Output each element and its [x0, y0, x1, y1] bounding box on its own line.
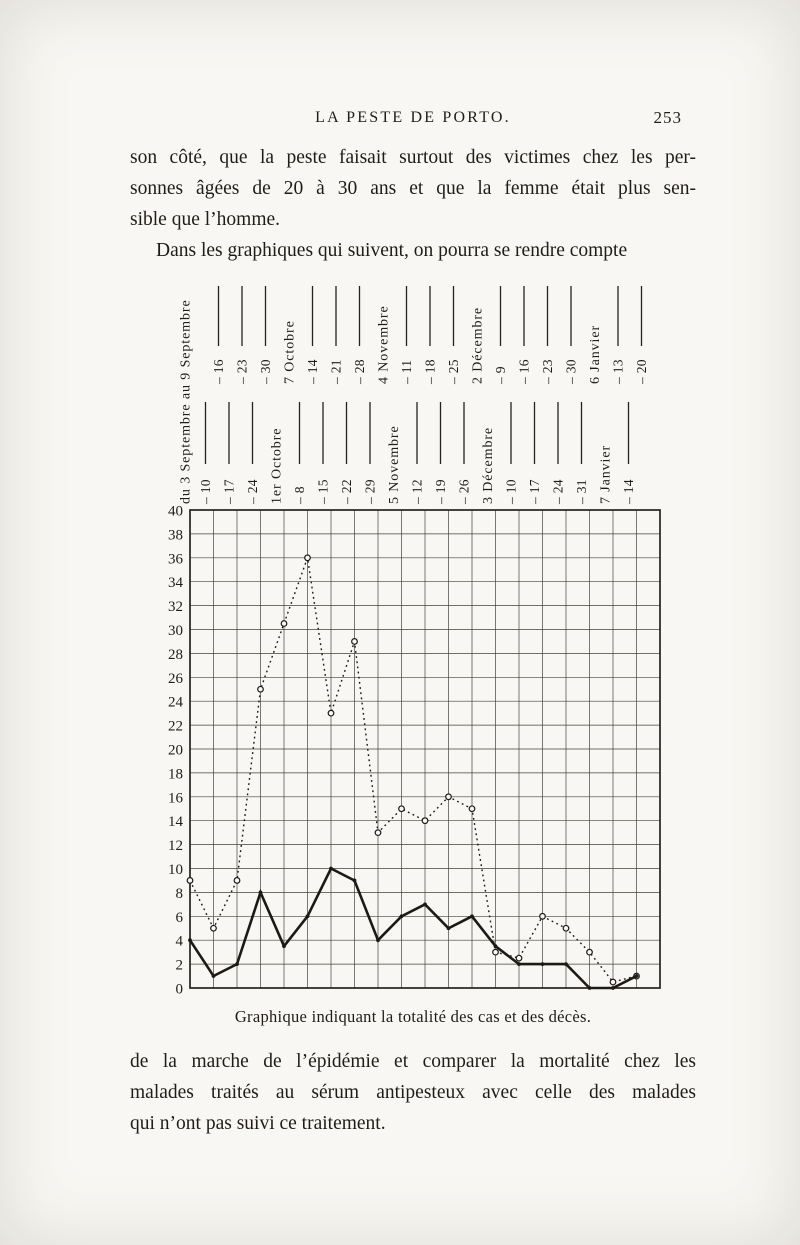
x-label-week-start: – 19: [433, 479, 449, 504]
x-label-week-end: – 16: [211, 359, 227, 384]
death-point-marker: [588, 986, 592, 990]
death-point-marker: [188, 938, 192, 942]
x-label-week-end: – 30: [563, 359, 579, 384]
y-axis-tick-label: 26: [168, 670, 183, 687]
x-label-week-start: – 17: [221, 479, 237, 504]
case-point-marker: [610, 979, 616, 985]
case-point-marker: [328, 710, 334, 716]
text-line: sonnes âgées de 20 à 30 ans et que la femme était plus sen-: [130, 178, 696, 199]
x-label-week-start: – 24: [245, 479, 261, 504]
death-point-marker: [212, 974, 216, 978]
death-point-marker: [635, 974, 639, 978]
epidemic-chart-svg: [0, 258, 800, 1003]
x-label-week-start: – 24: [550, 479, 566, 504]
case-point-marker: [399, 806, 405, 812]
case-point-marker: [587, 949, 593, 955]
figure-chart: [0, 258, 800, 1003]
running-title: LA PESTE DE PORTO.: [315, 109, 511, 126]
x-label-week-start: – 26: [456, 479, 472, 504]
page-number: 253: [653, 108, 682, 127]
y-axis-tick-label: 34: [168, 575, 183, 592]
x-label-week-start: – 10: [503, 479, 519, 504]
case-point-marker: [540, 914, 546, 920]
x-label-week-start: 7 Janvier: [598, 444, 614, 504]
text-line: de la marche de l’épidémie et comparer la mortalité chez les: [130, 1051, 696, 1072]
death-point-marker: [376, 938, 380, 942]
x-label-week-end: 6 Janvier: [588, 324, 604, 384]
y-axis-tick-label: 14: [168, 814, 183, 831]
y-axis-tick-label: 6: [175, 909, 183, 926]
x-label-week-start: – 22: [339, 479, 355, 504]
figure-caption: Graphique indiquant la totalité des cas et des décès.: [234, 1007, 592, 1026]
grid-lines: [190, 510, 660, 988]
x-label-week-end: – 9: [493, 366, 509, 384]
x-label-week-end: 4 Novembre: [376, 305, 392, 384]
death-point-marker: [259, 891, 263, 895]
case-point-marker: [446, 794, 452, 800]
paragraph-intro: [130, 142, 696, 235]
death-point-marker: [494, 944, 498, 948]
y-axis-tick-label: 36: [168, 551, 183, 568]
x-label-week-end: 2 Décembre: [470, 306, 486, 384]
cases-series-line: [190, 558, 637, 982]
case-point-marker: [375, 830, 381, 836]
text-line: malades traités au sérum antipesteux avec celle des malades: [130, 1082, 696, 1103]
x-label-week-end: – 20: [634, 359, 650, 384]
death-point-marker: [470, 914, 474, 918]
x-label-week-start: 1er Octobre: [269, 427, 285, 504]
x-label-week-start: – 31: [574, 479, 590, 504]
paragraph-closing: [130, 1046, 696, 1139]
death-point-marker: [329, 867, 333, 871]
death-point-marker: [541, 962, 545, 966]
x-label-week-end: – 13: [610, 359, 626, 384]
y-axis-tick-label: 18: [168, 766, 183, 783]
x-label-week-start: – 8: [292, 486, 308, 504]
death-point-marker: [235, 962, 239, 966]
case-point-marker: [187, 878, 193, 884]
case-point-marker: [281, 621, 287, 627]
case-point-marker: [305, 555, 311, 561]
deaths-series-line: [190, 869, 637, 989]
y-axis-tick-label: 24: [168, 694, 183, 711]
x-label-week-start: – 14: [621, 479, 637, 504]
x-label-week-end: – 23: [234, 359, 250, 384]
y-axis-tick-label: 8: [175, 885, 183, 902]
x-label-week-start: – 15: [315, 479, 331, 504]
case-point-marker: [563, 925, 569, 931]
case-point-marker: [469, 806, 475, 812]
case-point-marker: [258, 686, 264, 692]
death-point-marker: [611, 986, 615, 990]
case-point-marker: [352, 639, 358, 645]
case-point-marker: [422, 818, 428, 824]
x-label-week-start: – 12: [409, 479, 425, 504]
page-header: [130, 109, 696, 127]
y-axis-tick-label: 28: [168, 646, 183, 663]
x-label-week-end: – 14: [305, 359, 321, 384]
x-label-week-start: – 17: [527, 479, 543, 504]
x-label-week-start: 3 Décembre: [481, 426, 497, 504]
text-line: qui n’ont pas suivi ce traitement.: [130, 1113, 386, 1134]
y-axis-tick-label: 4: [175, 933, 183, 950]
death-point-marker: [353, 879, 357, 883]
y-axis-tick-label: 20: [168, 742, 183, 759]
y-axis-tick-label: 30: [168, 623, 183, 639]
x-label-week-end: – 25: [446, 359, 462, 384]
x-label-week-end: – 28: [352, 359, 368, 384]
x-label-week-end: – 16: [516, 359, 532, 384]
x-label-week-start: – 10: [198, 479, 214, 504]
x-label-week-end: – 11: [399, 359, 415, 384]
x-label-week-end: – 18: [422, 359, 438, 384]
x-label-week-start: 5 Novembre: [387, 425, 403, 504]
y-axis-tick-label: 16: [168, 790, 183, 807]
x-label-week-end: – 23: [540, 359, 556, 384]
y-axis-tick-label: 10: [168, 862, 183, 878]
text-line: sible que l’homme.: [130, 209, 281, 230]
paragraph-graphiques: Dans les graphiques qui suivent, on pourra se rendre compte: [156, 240, 628, 261]
death-point-marker: [400, 914, 404, 918]
text-line: son côté, que la peste faisait surtout des victimes chez les per-: [130, 147, 696, 168]
death-point-marker: [423, 902, 427, 906]
y-axis-tick-label: 38: [168, 527, 183, 544]
y-axis-tick-label: 32: [168, 599, 183, 616]
case-point-marker: [493, 949, 499, 955]
y-axis-tick-label: 22: [168, 718, 183, 735]
x-label-week-start: – 29: [362, 479, 378, 504]
case-point-marker: [211, 925, 217, 931]
y-axis-tick-label: 2: [175, 957, 183, 974]
y-axis-tick-label: 12: [168, 838, 183, 855]
y-axis-tick-label: 0: [175, 981, 183, 998]
x-label-week-end: – 21: [328, 359, 344, 384]
x-label-week-start: du 3 Septembre au 9 Septembre: [178, 299, 194, 504]
death-point-marker: [306, 914, 310, 918]
death-point-marker: [564, 962, 568, 966]
death-point-marker: [282, 944, 286, 948]
death-point-marker: [447, 926, 451, 930]
x-label-week-end: – 30: [258, 359, 274, 384]
case-point-marker: [234, 878, 240, 884]
case-point-marker: [516, 955, 522, 961]
death-point-marker: [517, 962, 521, 966]
x-label-week-end: 7 Octobre: [282, 320, 298, 384]
y-axis-tick-label: 40: [168, 503, 183, 520]
